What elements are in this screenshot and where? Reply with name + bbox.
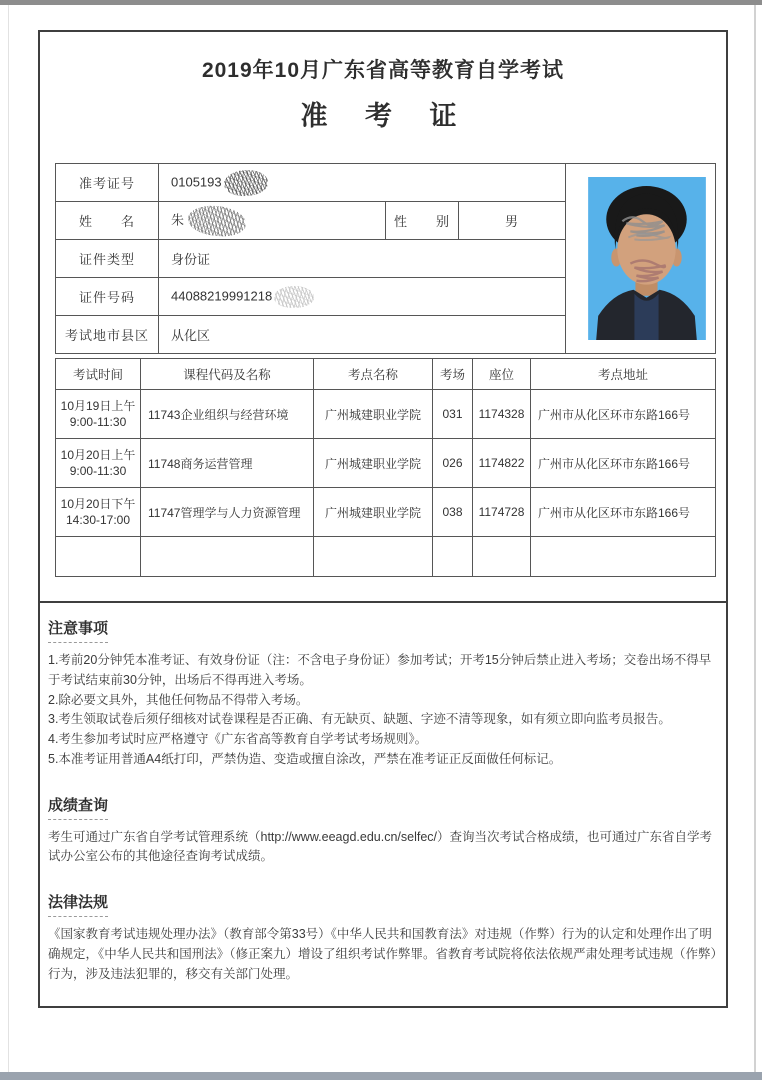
gender-value: 男: [459, 202, 566, 240]
col-header-site: 考点名称: [314, 359, 433, 390]
candidate-photo: [588, 177, 706, 340]
laws-text: 《国家教育考试违规处理办法》（教育部令第33号）《中华人民共和国教育法》对违规（作弊）行为的认定和处理作出了明确规定，《中华人民共和国刑法》（修正案九）增设了组织考试作弊罪。省教育考试院将依法依规严肃处理考试违规（作弊）行为，涉及违法犯罪的，移交有关部门处理。: [48, 927, 717, 981]
exam-seat: 1174728: [473, 488, 531, 537]
exam-course: 11748商务运营管理: [141, 439, 314, 488]
exam-course: 11747管理学与人力资源管理: [141, 488, 314, 537]
notices-section: [48, 617, 718, 770]
exam-room: 031: [433, 390, 473, 439]
id-type-label: 证件类型: [56, 240, 159, 278]
scan-top-edge: [0, 0, 762, 5]
laws-title: 法律法规: [48, 891, 108, 917]
score-query-text: 考生可通过广东省自学考试管理系统（http://www.eeagd.edu.cn/selfec/）查询当次考试合格成绩，也可通过广东省自学考试办公室公布的其他途径查询考试成绩。: [48, 829, 712, 864]
id-no-label: 证件号码: [56, 278, 159, 316]
exam-time: 10月19日上午 9:00-11:30: [56, 390, 141, 439]
col-header-course: 课程代码及名称: [141, 359, 314, 390]
name-value: 朱: [159, 202, 386, 240]
score-query-section: [48, 794, 718, 868]
ticket-no-value: 0105193: [159, 164, 566, 202]
col-header-address: 考点地址: [531, 359, 716, 390]
table-row-empty: [56, 537, 716, 577]
exam-address: 广州市从化区环市东路166号: [531, 488, 716, 537]
id-no-value: 44088219991218: [159, 278, 566, 316]
exam-site: 广州城建职业学院: [314, 439, 433, 488]
exam-room: 026: [433, 439, 473, 488]
ticket-title: 准 考 证: [300, 101, 466, 131]
name-label: 姓 名: [56, 202, 159, 240]
exam-site: 广州城建职业学院: [314, 488, 433, 537]
redaction-scribble: [187, 204, 247, 238]
laws-section: [48, 891, 718, 984]
exam-address: 广州市从化区环市东路166号: [531, 439, 716, 488]
exam-time: 10月20日下午 14:30-17:00: [56, 488, 141, 537]
exam-seat: 1174328: [473, 390, 531, 439]
notices-title: 注意事项: [48, 617, 108, 643]
exam-course: 11743企业组织与经营环境: [141, 390, 314, 439]
redaction-scribble: [222, 167, 268, 197]
exam-address: 广州市从化区环市东路166号: [531, 390, 716, 439]
exam-site: 广州城建职业学院: [314, 390, 433, 439]
notice-item: 1.考前20分钟凭本准考证、有效身份证（注：不含电子身份证）参加考试；开考15分钟后禁止进入考场；交卷出场不得早于考试结束前30分钟，出场后不得再进入考场。: [48, 653, 712, 687]
ticket-notes-section: [40, 603, 726, 984]
col-header-room: 考场: [433, 359, 473, 390]
table-row: [56, 488, 716, 537]
table-header-row: [56, 359, 716, 390]
exam-city-label: 考试地市县区: [56, 316, 159, 354]
exam-schedule-table: [55, 358, 716, 577]
candidate-info-table: [55, 163, 716, 354]
id-type-value: 身份证: [159, 240, 566, 278]
notice-item: 2.除必要文具外，其他任何物品不得带入考场。: [48, 692, 309, 707]
col-header-seat: 座位: [473, 359, 531, 390]
exam-city-value: 从化区: [159, 316, 566, 354]
photo-cell: [566, 164, 716, 354]
admission-ticket: [38, 30, 728, 1008]
notice-item: 3.考生领取试卷后须仔细核对试卷课程是否正确、有无缺页、缺题、字迹不清等现象，如有须立即向监考员报告。: [48, 712, 671, 727]
notice-item: 5.本准考证用普通A4纸打印，严禁伪造、变造或擅自涂改，严禁在准考证正反面做任何标记。: [48, 751, 562, 766]
gender-label: 性 别: [386, 202, 459, 240]
col-header-time: 考试时间: [56, 359, 141, 390]
page-edge-left: [8, 5, 9, 1072]
page-edge-right: [754, 5, 756, 1072]
exam-room: 038: [433, 488, 473, 537]
score-query-title: 成绩查询: [48, 794, 108, 820]
redaction-scribble: [274, 284, 315, 308]
table-row: [56, 164, 716, 202]
scan-bottom-edge: [0, 1072, 762, 1080]
exam-time: 10月20日上午 9:00-11:30: [56, 439, 141, 488]
ticket-no-label: 准考证号: [56, 164, 159, 202]
table-row: [56, 439, 716, 488]
notice-item: 4.考生参加考试时应严格遵守《广东省高等教育自学考试考场规则》。: [48, 732, 428, 746]
ticket-upper-section: [40, 32, 726, 603]
exam-seat: 1174822: [473, 439, 531, 488]
exam-title: 2019年10月广东省高等教育自学考试: [201, 59, 565, 82]
table-row: [56, 390, 716, 439]
